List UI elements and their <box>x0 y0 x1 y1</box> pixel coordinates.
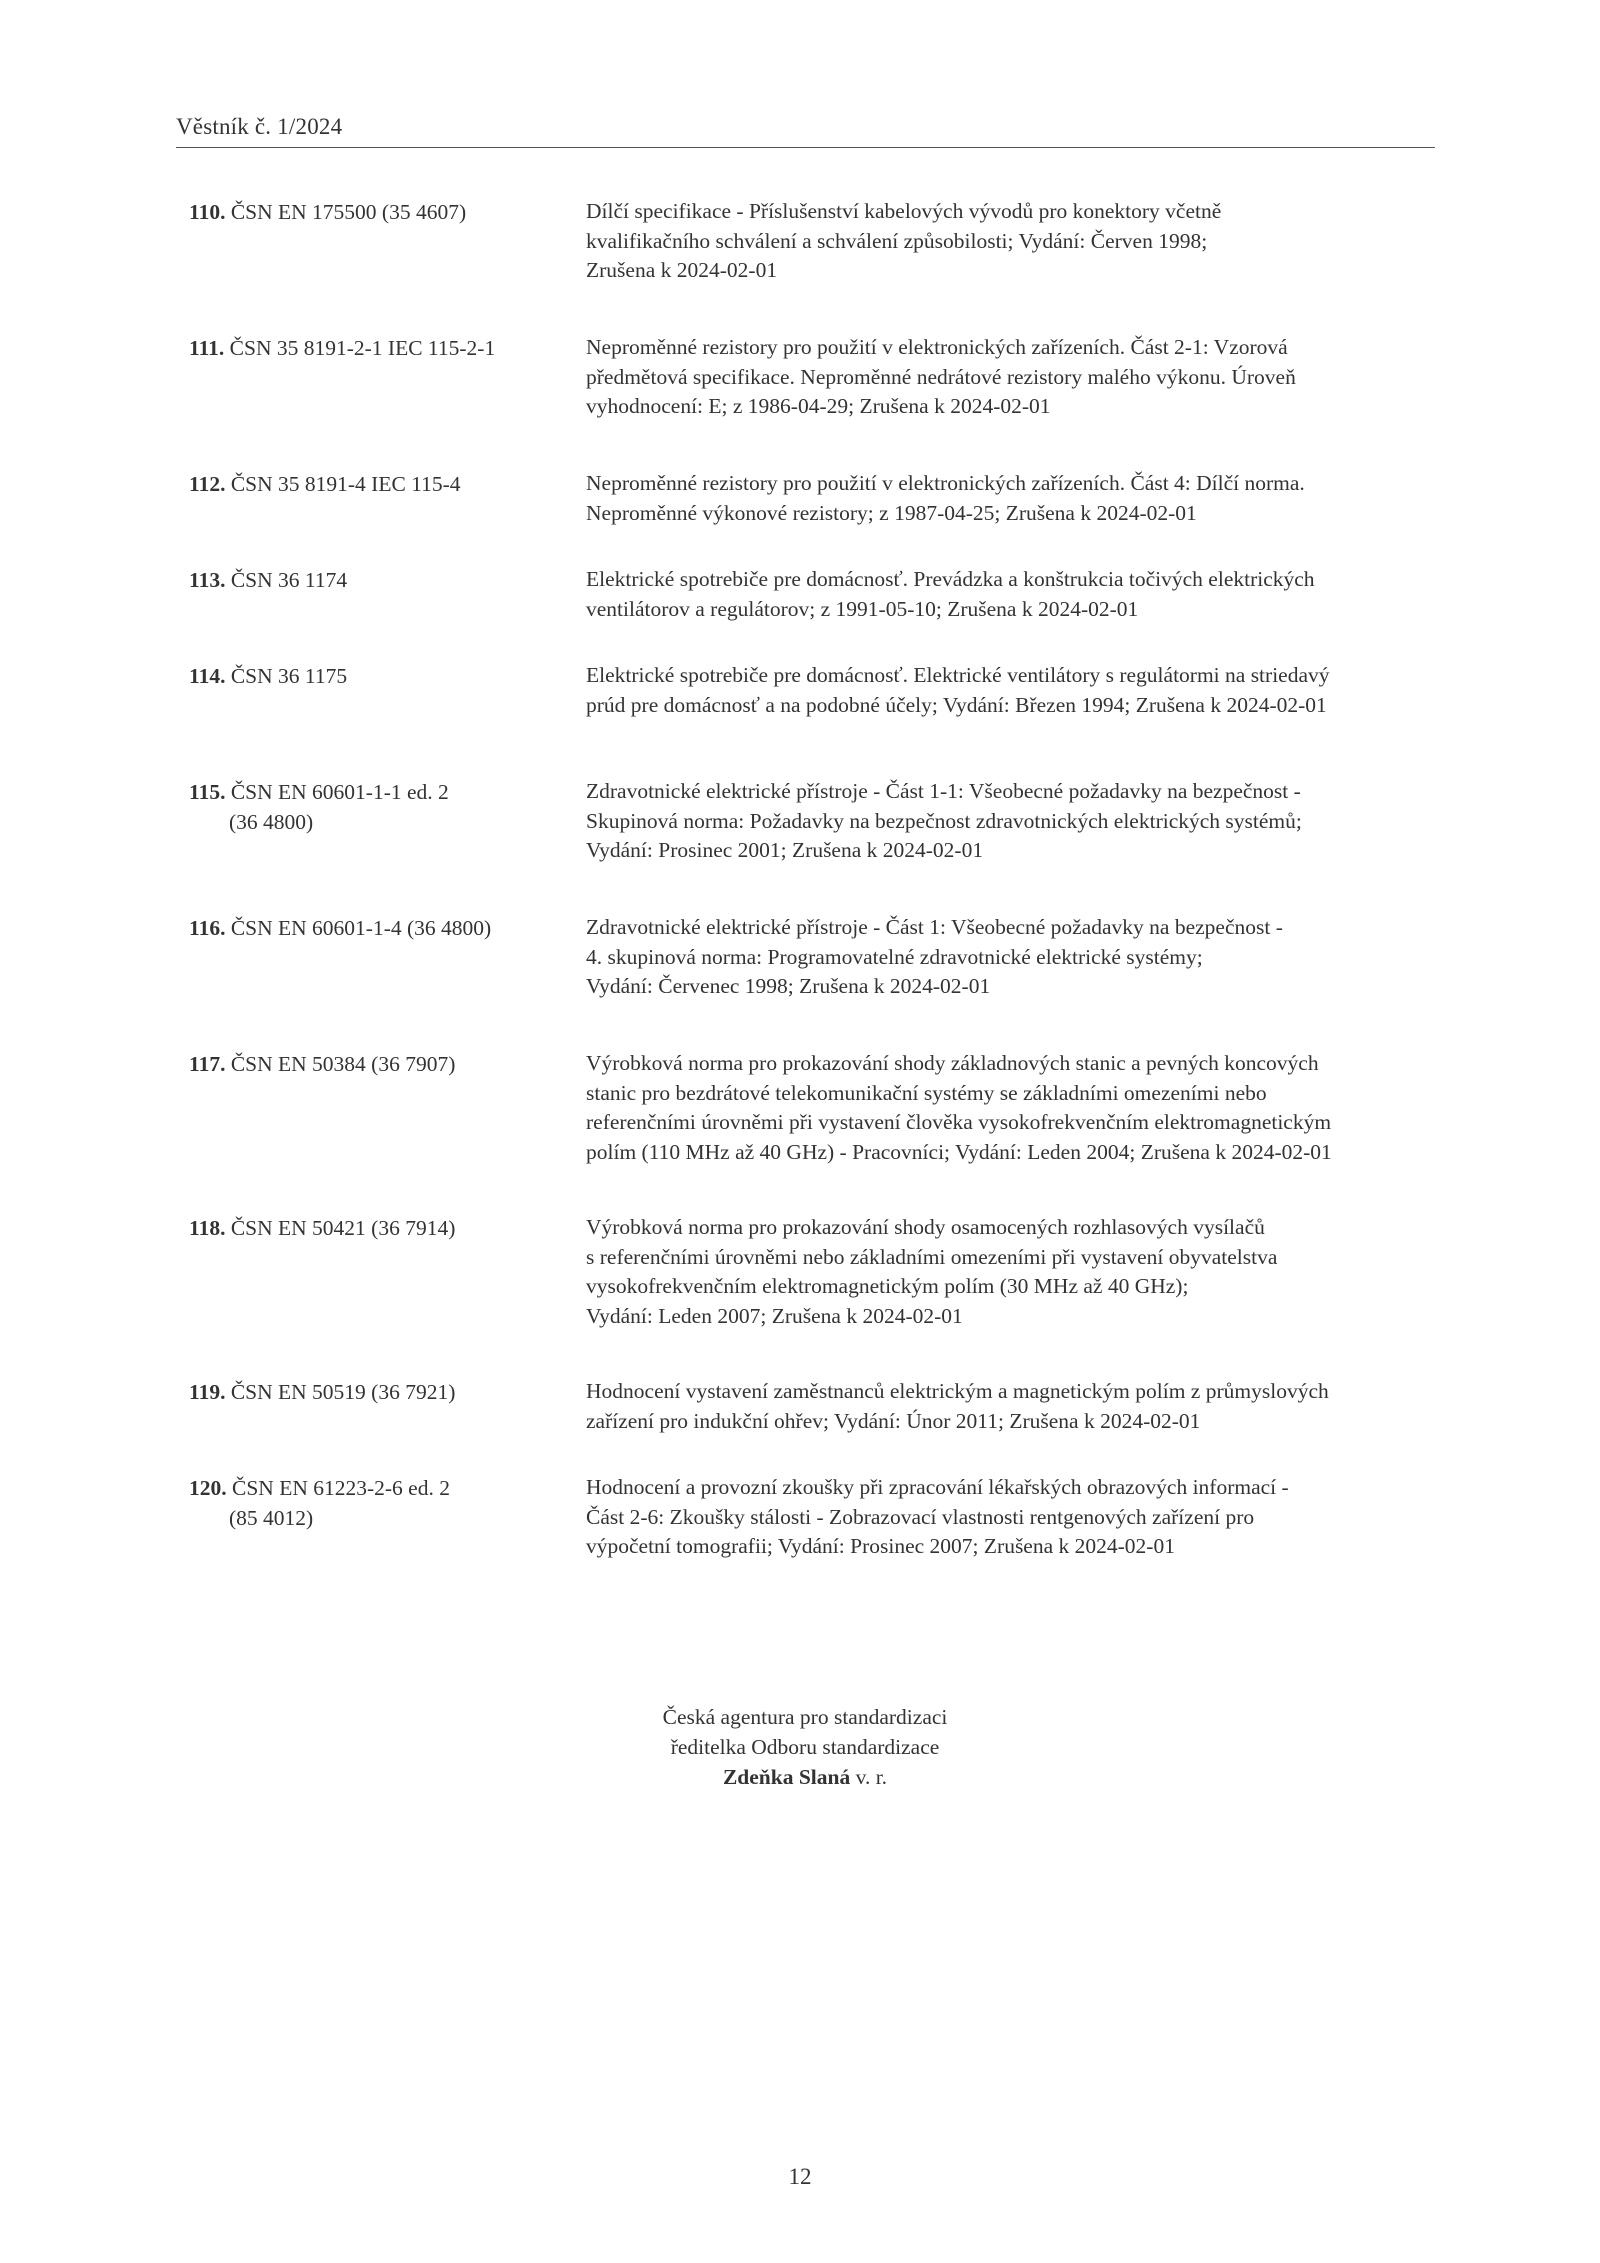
description-line: Část 2-6: Zkoušky stálosti - Zobrazovací vlastnosti rentgenových zařízení pro <box>586 1504 1255 1529</box>
standard-code: ČSN 35 8191-2-1 IEC 115-2-1 <box>229 336 496 360</box>
standard-description <box>586 777 1466 866</box>
standard-identifier <box>189 777 569 837</box>
entry-number: 120. <box>189 1476 227 1500</box>
standard-code: ČSN 35 8191-4 IEC 115-4 <box>230 472 461 496</box>
description-line: Hodnocení a provozní zkoušky při zpracování lékařských obrazových informací - <box>586 1475 1289 1499</box>
description-line: Elektrické spotrebiče pre domácnosť. Elektrické ventilátory s regulátormi na striedavý <box>586 663 1330 687</box>
signature-block <box>0 1702 1600 1792</box>
signature-organization: Česká agentura pro standardizaci <box>662 1705 948 1729</box>
description-line: referenčními úrovněmi při vystavení člověka vysokofrekvenčním elektromagnetickým <box>586 1110 1332 1134</box>
description-line: vyhodnocení: E; z 1986-04-29; Zrušena k 2024-02-01 <box>586 394 1051 418</box>
page-header <box>176 113 1435 148</box>
description-line: ventilátorov a regulátorov; z 1991-05-10; Zrušena k 2024-02-01 <box>586 596 1139 621</box>
standard-identifier <box>189 565 569 595</box>
description-line: vysokofrekvenčním elektromagnetickým polím (30 MHz až 40 GHz); <box>586 1274 1189 1298</box>
standard-identifier <box>189 197 569 227</box>
signature-signer <box>0 1762 1600 1792</box>
description-line: Zrušena k 2024-02-01 <box>586 258 778 282</box>
standard-identifier <box>189 661 569 691</box>
description-line: Zdravotnické elektrické přístroje - Část 1: Všeobecné požadavky na bezpečnost - <box>586 915 1283 939</box>
description-line: zařízení pro indukční ohřev; Vydání: Únor 2011; Zrušena k 2024-02-01 <box>586 1408 1201 1433</box>
standard-code: ČSN EN 50421 (36 7914) <box>230 1216 456 1240</box>
description-line: 4. skupinová norma: Programovatelné zdravotnické elektrické systémy; <box>586 944 1203 969</box>
bulletin-title: Věstník č. 1/2024 <box>176 114 343 139</box>
description-line: Hodnocení vystavení zaměstnanců elektrickým a magnetickým polím z průmyslových <box>586 1379 1329 1403</box>
description-line: předmětová specifikace. Neproměnné nedrátové rezistory malého výkonu. Úroveň <box>586 364 1296 389</box>
description-line: s referenčními úrovněmi nebo základními omezeními při vystavení obyvatelstva <box>586 1244 1278 1269</box>
standard-description <box>586 913 1466 1002</box>
standard-identifier <box>189 469 569 499</box>
description-line: Neproměnné rezistory pro použití v elektronických zařízeních. Část 4: Dílčí norma. <box>586 471 1305 495</box>
description-line: výpočetní tomografii; Vydání: Prosinec 2007; Zrušena k 2024-02-01 <box>586 1534 1175 1558</box>
standard-code: ČSN EN 50519 (36 7921) <box>230 1380 456 1404</box>
standard-identifier <box>189 1473 569 1533</box>
standard-identifier <box>189 1213 569 1243</box>
description-line: Skupinová norma: Požadavky na bezpečnost zdravotnických elektrických systémů; <box>586 808 1302 833</box>
entry-number: 117. <box>189 1052 226 1076</box>
entry-number: 111. <box>189 336 225 360</box>
standard-identifier <box>189 333 569 363</box>
signer-name: Zdeňka Slaná <box>722 1765 851 1789</box>
standard-identifier <box>189 1377 569 1407</box>
description-line: Vydání: Červenec 1998; Zrušena k 2024-02-01 <box>586 974 991 998</box>
description-line: stanic pro bezdrátové telekomunikační systémy se základními omezeními nebo <box>586 1080 1267 1105</box>
entry-number: 116. <box>189 916 226 940</box>
standard-code: ČSN EN 50384 (36 7907) <box>230 1052 456 1076</box>
standard-code: ČSN 36 1175 <box>230 664 348 688</box>
standard-description <box>586 565 1466 624</box>
description-line: prúd pre domácnosť a na podobné účely; Vydání: Březen 1994; Zrušena k 2024-02-01 <box>586 692 1327 717</box>
entry-number: 110. <box>189 200 226 224</box>
description-line: Neproměnné rezistory pro použití v elektronických zařízeních. Část 2-1: Vzorová <box>586 335 1288 359</box>
standard-description <box>586 1473 1466 1562</box>
standard-code: ČSN EN 175500 (35 4607) <box>230 200 467 224</box>
entry-number: 113. <box>189 568 226 592</box>
description-line: Výrobková norma pro prokazování shody osamocených rozhlasových vysílačů <box>586 1215 1265 1239</box>
entry-number: 118. <box>189 1216 226 1240</box>
standard-identifier <box>189 1049 569 1079</box>
standard-code: ČSN EN 61223-2-6 ed. 2 <box>232 1476 450 1500</box>
standard-code: ČSN EN 60601-1-1 ed. 2 <box>230 780 449 804</box>
page-number: 12 <box>788 2164 812 2189</box>
description-line: Zdravotnické elektrické přístroje - Část 1-1: Všeobecné požadavky na bezpečnost - <box>586 779 1301 803</box>
standard-code-continued: (36 4800) <box>229 810 314 834</box>
entry-number: 119. <box>189 1380 226 1404</box>
description-line: polím (110 MHz až 40 GHz) - Pracovníci; Vydání: Leden 2004; Zrušena k 2024-02-01 <box>586 1139 1332 1164</box>
signature-vr: v. r. <box>850 1765 888 1789</box>
entry-number: 112. <box>189 472 226 496</box>
description-line: Elektrické spotrebiče pre domácnosť. Prevádzka a konštrukcia točivých elektrických <box>586 567 1315 591</box>
description-line: Dílčí specifikace - Příslušenství kabelových vývodů pro konektory včetně <box>586 199 1222 223</box>
standard-description <box>586 1213 1466 1331</box>
standard-code: ČSN 36 1174 <box>230 568 348 592</box>
standard-description <box>586 333 1466 422</box>
description-line: Výrobková norma pro prokazování shody základnových stanic a pevných koncových <box>586 1051 1319 1075</box>
standard-identifier <box>189 913 569 943</box>
standard-description <box>586 197 1466 286</box>
standard-description <box>586 1049 1466 1167</box>
entry-number: 115. <box>189 780 226 804</box>
standard-code: ČSN EN 60601-1-4 (36 4800) <box>230 916 492 940</box>
signature-position: ředitelka Odboru standardizace <box>670 1735 940 1759</box>
description-line: Vydání: Leden 2007; Zrušena k 2024-02-01 <box>586 1303 963 1328</box>
description-line: kvalifikačního schválení a schválení způsobilosti; Vydání: Červen 1998; <box>586 228 1208 253</box>
standard-code-continued: (85 4012) <box>229 1506 314 1530</box>
description-line: Vydání: Prosinec 2001; Zrušena k 2024-02-01 <box>586 838 984 862</box>
standard-description <box>586 661 1466 720</box>
standard-description <box>586 1377 1466 1436</box>
standard-description <box>586 469 1466 528</box>
description-line: Neproměnné výkonové rezistory; z 1987-04-25; Zrušena k 2024-02-01 <box>586 500 1197 525</box>
entry-number: 114. <box>189 664 226 688</box>
